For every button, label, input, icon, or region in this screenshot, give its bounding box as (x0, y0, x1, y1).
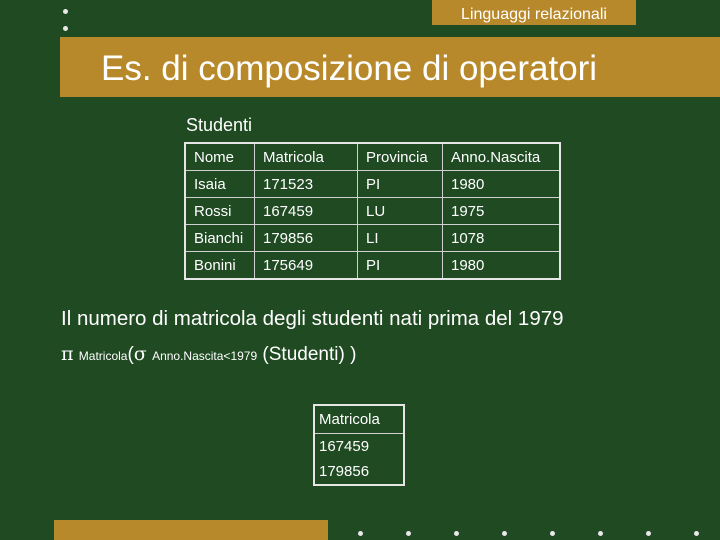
table-cell: 1980 (451, 256, 485, 274)
table-row (186, 171, 559, 198)
footer-bar (54, 520, 328, 540)
column-header: Anno.Nascita (443, 144, 559, 171)
bullet-dot (454, 531, 459, 536)
table-cell: PI (358, 252, 443, 278)
table-row (315, 434, 403, 459)
table-cell: LI (358, 225, 443, 252)
table-cell: Rossi (186, 198, 255, 225)
table-header-row (315, 406, 403, 434)
table-row (315, 459, 403, 484)
table-row (186, 252, 559, 278)
table-header-row (186, 144, 559, 171)
table-cell: 1980 (443, 171, 559, 198)
sigma-symbol: σ (133, 343, 147, 365)
query-description: Il numero di matricola degli studenti nati prima del 1979 (61, 307, 564, 330)
open-paren: ( (127, 344, 134, 365)
table-cell: 179856 (255, 225, 358, 252)
table-cell: 167459 (255, 198, 358, 225)
bullet-dot (694, 531, 699, 536)
column-header: Matricola (255, 144, 358, 171)
table-cell: Bianchi (186, 225, 255, 252)
table-cell: 167459 (319, 438, 370, 455)
bullet-dot (550, 531, 555, 536)
pi-symbol: π (61, 343, 74, 365)
table-cell: Bonini (186, 252, 255, 278)
column-header: Nome (186, 144, 255, 171)
table-cell: 179856 (319, 463, 370, 480)
bullet-dot (358, 531, 363, 536)
students-table (184, 142, 561, 280)
table-cell: PI (358, 171, 443, 198)
sigma-subscript: Anno.Nascita<1979 (152, 349, 258, 363)
table-cell: Isaia (186, 171, 255, 198)
bullet-dot (63, 26, 68, 31)
column-header: Matricola (315, 406, 403, 434)
bullet-dot (502, 531, 507, 536)
slide-title: Es. di composizione di operatori (101, 49, 598, 88)
table-cell: 1078 (443, 225, 559, 252)
table-cell: 171523 (255, 171, 358, 198)
bullet-dot (646, 531, 651, 536)
relation-name: (Studenti) ) (262, 344, 357, 365)
column-header: Provincia (358, 144, 443, 171)
bullet-dot (406, 531, 411, 536)
bullet-dot (63, 9, 68, 14)
table-row (186, 225, 559, 252)
table-caption: Studenti (186, 115, 253, 135)
table-row (186, 198, 559, 225)
table-cell: LU (358, 198, 443, 225)
table-cell: 1975 (443, 198, 559, 225)
header-tab: Linguaggi relazionali (432, 0, 636, 25)
table-cell: 175649 (255, 252, 358, 278)
pi-subscript: Matricola (78, 349, 128, 363)
bullet-dot (598, 531, 603, 536)
relational-expression (61, 343, 356, 366)
title-bar (60, 37, 720, 97)
result-table (313, 404, 405, 486)
